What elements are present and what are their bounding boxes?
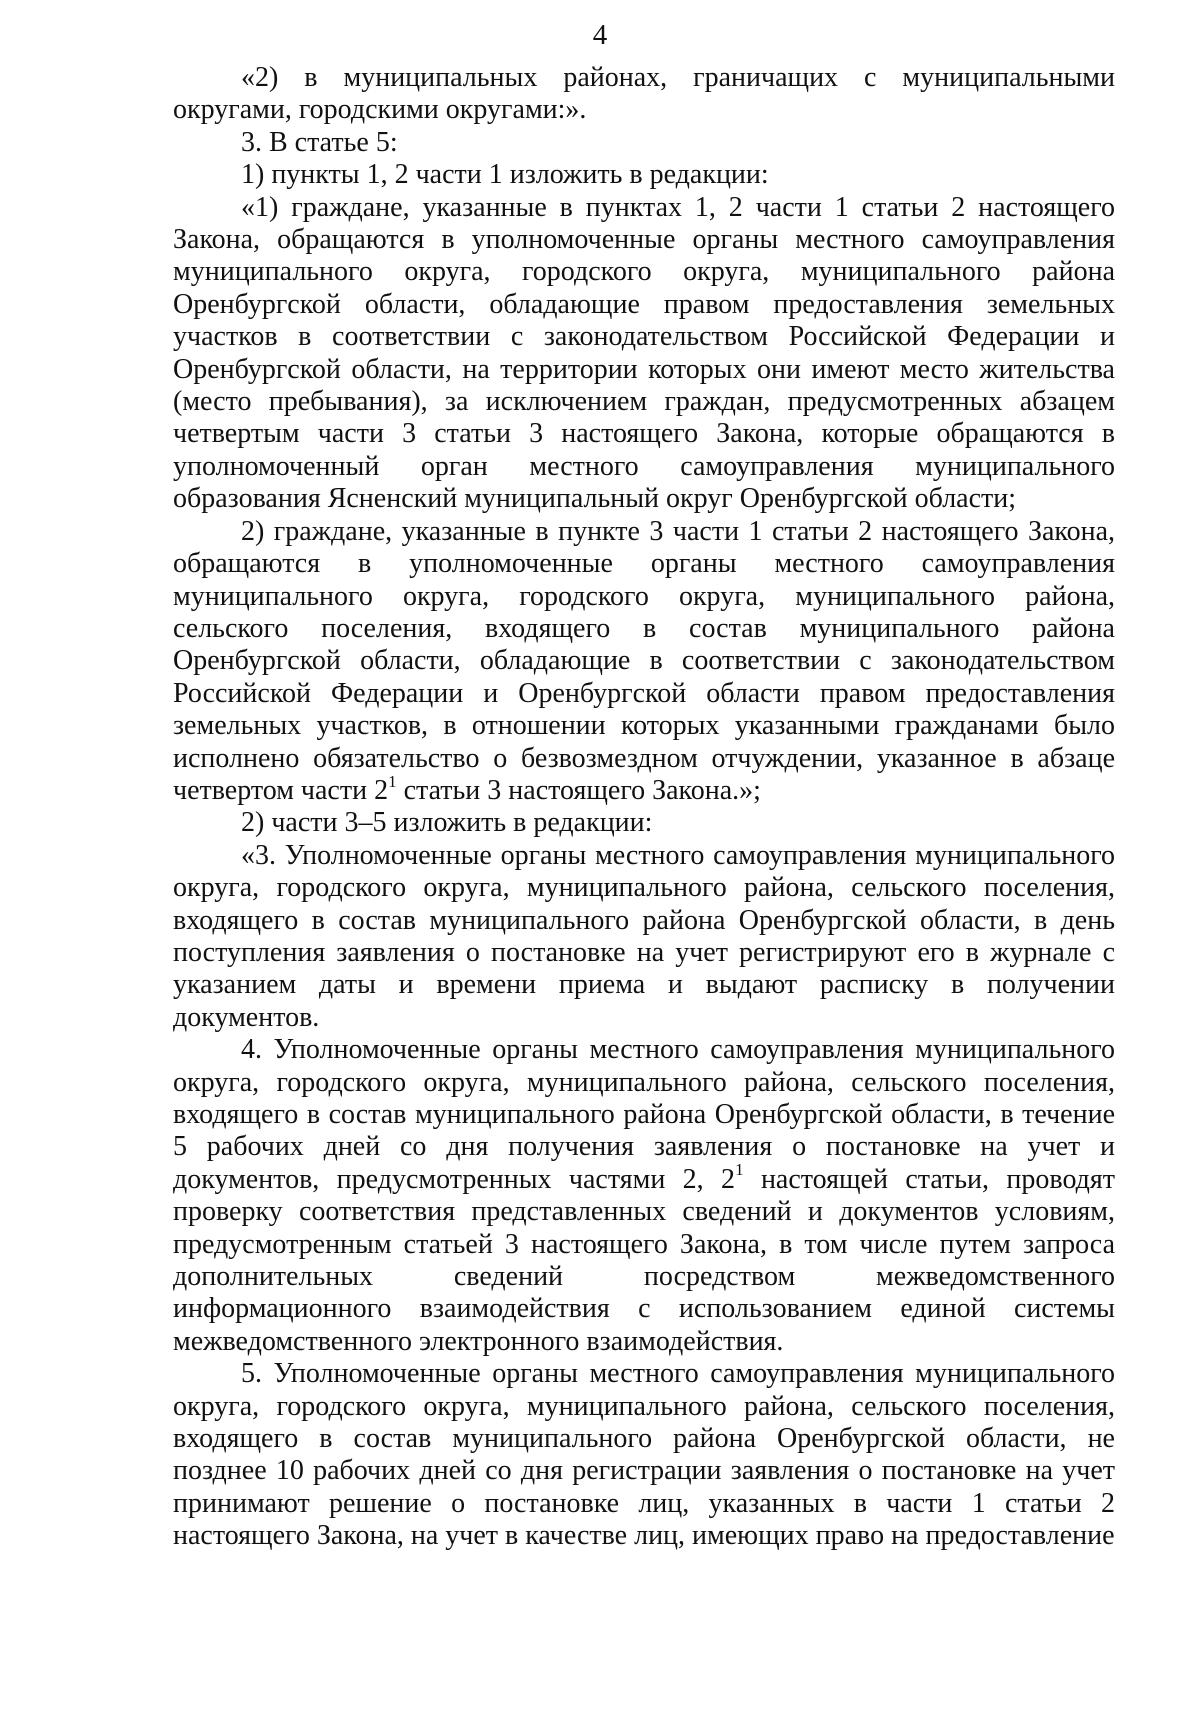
paragraph-citizens-item-3-ending: статьи 3 настоящего Закона.»;	[396, 774, 761, 806]
document-body	[173, 62, 1115, 1553]
paragraph-part-4-text: 4. Уполномоченные органы местного самоуправления муниципального округа, городского округа, муниципального района, сельского поселения, входящего в состав муниципального района Оренбургской области, в течение 5 рабочих дней со дня получения заявления о постановке на учет и документов, предусмотренных частями 2, 2	[173, 1034, 1115, 1195]
superscript-one: 1	[735, 1160, 744, 1180]
paragraph-part-4-verification	[173, 1034, 1115, 1358]
paragraph-parts-3-5-edit: 2) части 3–5 изложить в редакции:	[241, 807, 653, 839]
paragraph-part-1-items-edit: 1) пункты 1, 2 части 1 изложить в редакции:	[241, 159, 769, 191]
paragraph-part-5-decision: 5. Уполномоченные органы местного самоуправления муниципального округа, городского округа, муниципального района, сельского поселения, входящего в состав муниципального района Оренбургской области, не позднее 10 рабочих дней со дня регистрации заявления о постановке на учет принимают решение о постановке лиц, указанных в части 1 статьи 2 настоящего Закона, на учет в качестве лиц, имеющих право на предоставление	[173, 1358, 1115, 1552]
paragraph-municipal-districts-bordering: «2) в муниципальных районах, граничащих с муниципальными округами, городскими округами:».	[173, 62, 1115, 126]
superscript-one: 1	[388, 771, 397, 791]
paragraph-article-5-heading: 3. В статье 5:	[241, 126, 398, 158]
paragraph-citizens-item-3-text: 2) граждане, указанные в пункте 3 части 1 статьи 2 настоящего Закона, обращаются в уполномоченные органы местного самоуправления муниципального округа, городского округа, муниципального района, сельского поселения, входящего в состав муниципального района Оренбургской области, обладающие в соответствии с законодательством Российской Федерации и Оренбургской области правом предоставления земельных участков, в отношении которых указанными гражданами было исполнено обязательство о безвозмездном отчуждении, указанное в абзаце четвертом части 2	[173, 515, 1115, 806]
page-number: 4	[592, 19, 608, 51]
paragraph-part-4-ending: настоящей статьи, проводят проверку соответствия представленных сведений и документов условиям, предусмотренным статьей 3 настоящего Закона, в том числе путем запроса дополнительных сведений посредством межведомственного информационного взаимодействия с использованием единой системы межведомственного электронного взаимодействия.	[173, 1163, 1115, 1357]
paragraph-citizens-item-3	[173, 516, 1115, 808]
paragraph-citizens-items-1-2: «1) граждане, указанные в пунктах 1, 2 части 1 статьи 2 настоящего Закона, обращаются в уполномоченные органы местного самоуправления муниципального округа, городского округа, муниципального района Оренбургской области, обладающие правом предоставления земельных участков в соответствии с законодательством Российской Федерации и Оренбургской области, на территории которых они имеют место жительства (место пребывания), за исключением граждан, предусмотренных абзацем четвертым части 3 статьи 3 настоящего Закона, которые обращаются в уполномоченный орган местного самоуправления муниципального образования Ясненский муниципальный округ Оренбургской области;	[173, 191, 1115, 515]
paragraph-part-3-registration: «3. Уполномоченные органы местного самоуправления муниципального округа, городского округа, муниципального района, сельского поселения, входящего в состав муниципального района Оренбургской области, в день поступления заявления о постановке на учет регистрируют его в журнале с указанием даты и времени приема и выдают расписку в получении документов.	[173, 839, 1115, 1033]
